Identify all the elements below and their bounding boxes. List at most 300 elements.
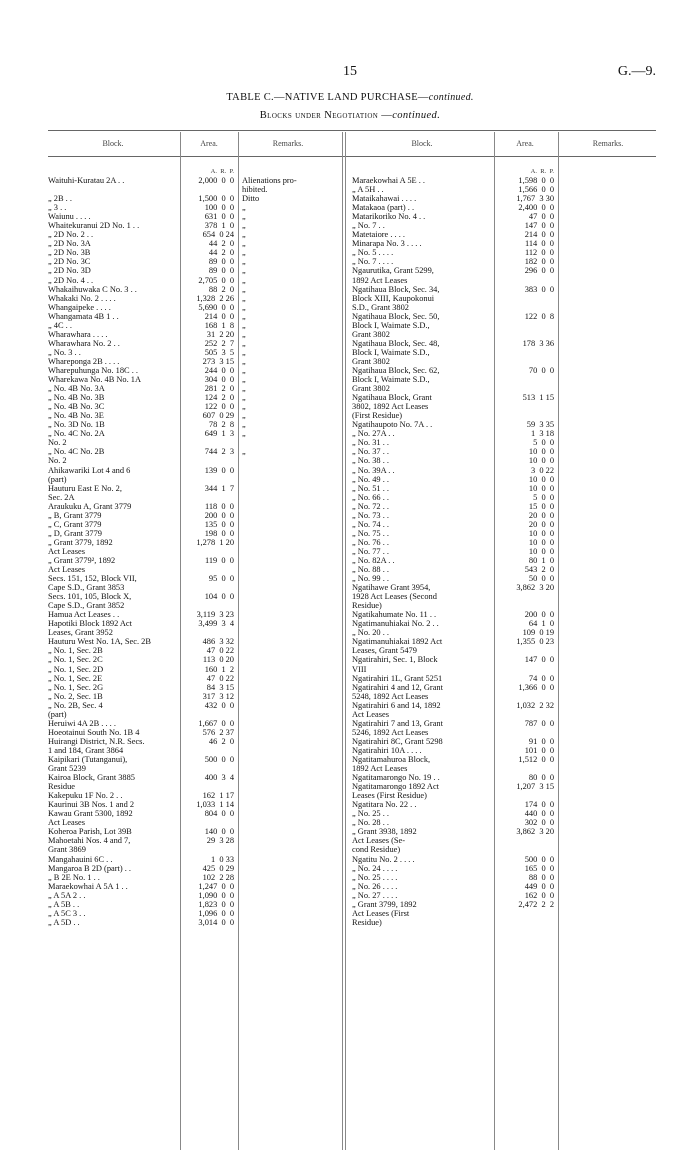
table-row xyxy=(48,212,332,221)
area-cell: 1,032 2 32 xyxy=(516,700,554,710)
remarks-cell: „ xyxy=(242,221,246,231)
block-cell: Act Leases (First xyxy=(352,908,410,918)
block-cell: Koheroa Parish, Lot 39B xyxy=(48,827,132,837)
area-cell: 576 2 37 xyxy=(202,727,234,737)
block-cell: Ngatirahiri 10A . . . . xyxy=(352,745,422,755)
area-cell: 1,500 0 0 xyxy=(198,194,234,204)
block-cell: Grant 3802 xyxy=(352,384,390,394)
area-cell: 44 2 0 xyxy=(208,239,234,249)
table-row xyxy=(48,683,332,692)
table-row xyxy=(48,420,332,429)
table-row xyxy=(48,864,332,873)
block-cell: Ngatihaupoto No. 7A . . xyxy=(352,420,433,430)
block-cell: Act Leases xyxy=(48,565,85,575)
block-cell: Whangaipeke . . . . xyxy=(48,302,111,312)
table-row xyxy=(352,764,554,773)
remarks-cell: „ xyxy=(242,447,246,457)
area-cell: 344 1 7 xyxy=(204,483,234,493)
table-row xyxy=(48,493,332,502)
right-remarks-header: Remarks. xyxy=(592,139,624,148)
area-cell: 252 2 7 xyxy=(204,338,234,348)
block-cell: VIII xyxy=(352,664,367,674)
table-row xyxy=(352,493,554,502)
block-cell: Ngatirahiri 6 and 14, 1892 xyxy=(352,700,441,710)
block-cell: Hauturu West No. 1A, Sec. 2B xyxy=(48,637,151,647)
table-row xyxy=(48,221,332,230)
block-cell: „ No. 1, Sec. 2D xyxy=(48,664,104,674)
block-cell: „ No. 99 . . xyxy=(352,574,389,584)
area-cell: 273 3 15 xyxy=(202,356,234,366)
area-cell: 88 0 0 xyxy=(528,872,554,882)
area-cell: 3 0 22 xyxy=(530,465,554,475)
table-row xyxy=(48,502,332,511)
block-cell: „ 2B . . xyxy=(48,194,72,204)
page-number: 15 xyxy=(343,64,357,79)
right-area-header: Area. xyxy=(516,139,534,148)
area-cell: 1,767 3 30 xyxy=(516,194,554,204)
block-cell: „ No. 31 . . xyxy=(352,438,389,448)
table-row xyxy=(48,402,332,411)
area-cell: 91 0 0 xyxy=(528,736,554,746)
table-row xyxy=(352,683,554,692)
area-cell: 89 0 0 xyxy=(208,257,234,267)
table-row xyxy=(352,285,554,294)
table-row xyxy=(48,411,332,420)
block-cell: Ngatirahiri 8C, Grant 5298 xyxy=(352,736,443,746)
table-row xyxy=(352,556,554,565)
table-row xyxy=(48,393,332,402)
area-cell: 2,000 0 0 xyxy=(198,176,234,185)
table-row xyxy=(352,665,554,674)
table-row xyxy=(48,248,332,257)
table-row xyxy=(352,782,554,791)
table-row xyxy=(48,438,332,447)
table-row xyxy=(352,891,554,900)
table-row xyxy=(352,429,554,438)
area-cell: 182 0 0 xyxy=(524,257,554,267)
block-cell: 1928 Act Leases (Second xyxy=(352,592,437,602)
area-cell: 15 0 0 xyxy=(528,501,554,511)
block-cell: Grant 5239 xyxy=(48,764,86,774)
remarks-cell: „ xyxy=(242,347,246,357)
block-cell: (First Residue) xyxy=(352,411,403,421)
block-cell: „ 2D No. 3C xyxy=(48,257,91,267)
block-cell: Ngatitara No. 22 . . xyxy=(352,800,417,810)
table-row xyxy=(352,194,554,203)
table-row xyxy=(352,864,554,873)
table-row xyxy=(352,221,554,230)
remarks-cell: hibited. xyxy=(242,185,268,195)
area-cell: 214 0 0 xyxy=(524,230,554,240)
block-cell: Hapotiki Block 1892 Act xyxy=(48,619,132,629)
table-row xyxy=(352,321,554,330)
block-cell: Araukuku A, Grant 3779 xyxy=(48,501,132,511)
page-reference: G.—9. xyxy=(617,64,656,79)
area-cell: 10 0 0 xyxy=(528,474,554,484)
block-cell: Whakaihuwaka C No. 3 . . xyxy=(48,284,137,294)
left-area-header: Area. xyxy=(200,139,218,148)
block-cell: „ 4C . . xyxy=(48,320,72,330)
table-row xyxy=(48,583,332,592)
table-row xyxy=(352,420,554,429)
table-row xyxy=(48,909,332,918)
area-cell: 1,823 0 0 xyxy=(198,899,234,909)
table-subtitle xyxy=(0,110,700,121)
remarks-cell: „ xyxy=(242,402,246,412)
block-cell: Leases, Grant 5479 xyxy=(352,646,417,656)
block-cell: „ No. 1, Sec. 2E xyxy=(48,673,103,683)
table-row xyxy=(352,511,554,520)
table-row xyxy=(48,619,332,628)
area-cell: 804 0 0 xyxy=(204,809,234,819)
remarks-cell: „ xyxy=(242,275,246,285)
area-cell: 500 0 0 xyxy=(524,854,554,864)
left-column xyxy=(48,167,332,927)
block-cell: Kaurinui 3B Nos. 1 and 2 xyxy=(48,800,135,810)
block-cell: „ No. 74 . . xyxy=(352,519,389,529)
table-row xyxy=(352,791,554,800)
table-row xyxy=(48,601,332,610)
area-cell: 1,566 0 0 xyxy=(518,185,554,195)
area-cell: 124 2 0 xyxy=(204,393,234,403)
block-cell: „ No. 76 . . xyxy=(352,537,389,547)
block-cell: cond Residue) xyxy=(352,845,401,855)
table-row xyxy=(48,692,332,701)
area-cell: 1,278 1 20 xyxy=(196,537,234,547)
table-row xyxy=(352,601,554,610)
table-row xyxy=(352,266,554,275)
table-row xyxy=(352,674,554,683)
block-cell: (part) xyxy=(48,474,67,484)
table-row xyxy=(352,737,554,746)
remarks-cell: „ xyxy=(242,248,246,258)
area-cell: 607 0 29 xyxy=(202,411,234,421)
table-row xyxy=(48,918,332,927)
block-cell: „ No. 88 . . xyxy=(352,565,389,575)
block-cell: „ Grant 3938, 1892 xyxy=(352,827,417,837)
table-row xyxy=(48,809,332,818)
block-cell: „ No. 28 . . xyxy=(352,818,389,828)
table-row xyxy=(352,873,554,882)
table-row xyxy=(352,646,554,655)
block-cell: Ngatitu No. 2 . . . . xyxy=(352,854,415,864)
table-row xyxy=(48,773,332,782)
block-cell: Ngatihaua Block, Sec. 48, xyxy=(352,338,440,348)
block-cell: „ A 5H . . xyxy=(352,185,384,195)
block-cell: „ A 5B . . xyxy=(48,899,80,909)
block-cell: Ngatirahiri, Sec. 1, Block xyxy=(352,655,438,665)
table-row xyxy=(48,384,332,393)
remarks-cell: „ xyxy=(242,338,246,348)
block-cell: Ngatihaua Block, Grant xyxy=(352,393,432,403)
area-cell: 1,512 0 0 xyxy=(518,755,554,764)
table-row xyxy=(352,212,554,221)
table-row xyxy=(352,248,554,257)
block-cell: Act Leases xyxy=(352,709,389,719)
table-row xyxy=(48,827,332,836)
block-cell: „ No. 7 . . xyxy=(352,221,385,231)
table-row xyxy=(352,900,554,909)
area-cell: 31 2 20 xyxy=(206,329,234,339)
table-row xyxy=(352,909,554,918)
area-cell: 140 0 0 xyxy=(204,827,234,837)
area-cell: 10 0 0 xyxy=(528,483,554,493)
remarks-cell: „ xyxy=(242,384,246,394)
area-cell: 5,690 0 0 xyxy=(198,302,234,312)
block-cell: „ No. 82A . . xyxy=(352,555,395,565)
area-cell: 2,705 0 0 xyxy=(198,275,234,285)
area-cell: 1,207 3 15 xyxy=(516,782,554,792)
area-cell: 200 0 0 xyxy=(204,510,234,520)
block-cell: 1892 Act Leases xyxy=(352,275,408,285)
block-cell: Ngatirahiri 7 and 13, Grant xyxy=(352,718,443,728)
area-cell: 109 0 19 xyxy=(522,628,554,638)
header-rule-bottom xyxy=(48,156,656,157)
table-row xyxy=(48,845,332,854)
table-row xyxy=(48,674,332,683)
block-cell: „ B, Grant 3779 xyxy=(48,510,102,520)
block-cell: „ No. 75 . . xyxy=(352,528,389,538)
area-cell: 165 0 0 xyxy=(524,863,554,873)
block-cell: „ No. 49 . . xyxy=(352,474,389,484)
block-cell: Block I, Waimate S.D., xyxy=(352,347,430,357)
area-cell: 89 0 0 xyxy=(208,266,234,276)
block-cell: „ No. 7 . . . . xyxy=(352,257,394,267)
area-cell: 787 0 0 xyxy=(524,718,554,728)
block-cell: Maraekowhai A 5E . . xyxy=(352,176,426,185)
area-cell: 100 0 0 xyxy=(204,203,234,213)
block-cell: „ No. 77 . . xyxy=(352,546,389,556)
area-cell: 29 3 28 xyxy=(206,836,234,846)
table-row xyxy=(48,239,332,248)
table-row xyxy=(48,719,332,728)
table-row xyxy=(48,230,332,239)
area-cell: 2,472 2 2 xyxy=(518,899,554,909)
block-cell: „ No. 4B No. 3E xyxy=(48,411,104,421)
table-row xyxy=(352,348,554,357)
block-cell: No. 2 xyxy=(48,438,67,448)
area-cell: 317 3 12 xyxy=(202,691,234,701)
block-cell: S.D., Grant 3802 xyxy=(352,302,409,312)
block-cell: Heruiwi 4A 2B . . . . xyxy=(48,718,116,728)
area-cell: 147 0 0 xyxy=(524,655,554,665)
table-row xyxy=(352,276,554,285)
table-row xyxy=(352,538,554,547)
block-cell: Residue) xyxy=(352,917,382,927)
block-cell: Matakaoa (part) . . xyxy=(352,203,415,213)
left-remarks-header: Remarks. xyxy=(272,139,304,148)
block-cell: „ Grant 3779, 1892 xyxy=(48,537,113,547)
table-row xyxy=(352,719,554,728)
remarks-cell: „ xyxy=(242,257,246,267)
area-cell: 3,862 3 20 xyxy=(516,827,554,837)
table-row xyxy=(352,565,554,574)
area-cell: 425 0 29 xyxy=(202,863,234,873)
header-rule-top xyxy=(48,130,656,131)
block-cell: Cape S.D., Grant 3853 xyxy=(48,583,125,593)
area-cell: 649 1 3 xyxy=(204,429,234,439)
block-cell: Wharawhara No. 2 . . xyxy=(48,338,120,348)
table-row xyxy=(352,203,554,212)
table-row xyxy=(48,891,332,900)
table-row xyxy=(48,574,332,583)
block-cell: Ngatimanuhiakai No. 2 . . xyxy=(352,619,439,629)
area-cell: 88 2 0 xyxy=(208,284,234,294)
block-cell: 5246, 1892 Act Leases xyxy=(352,727,429,737)
area-cell: 80 0 0 xyxy=(528,773,554,783)
block-cell: Ngatihaua Block, Sec. 34, xyxy=(352,284,440,294)
area-cell: 10 0 0 xyxy=(528,528,554,538)
block-cell: Minarapa No. 3 . . . . xyxy=(352,239,422,249)
block-cell: Whangamata 4B 1 . . xyxy=(48,311,119,321)
table-row xyxy=(48,375,332,384)
table-row xyxy=(352,655,554,664)
table-row xyxy=(352,438,554,447)
area-cell: 95 0 0 xyxy=(208,574,234,584)
area-cell: 80 1 0 xyxy=(528,555,554,565)
block-cell: „ No. 27 . . . . xyxy=(352,890,398,900)
table-row xyxy=(352,827,554,836)
area-cell: 59 3 35 xyxy=(526,420,554,430)
table-title-continued: continued. xyxy=(428,92,474,103)
table-row xyxy=(352,185,554,194)
remarks-cell: „ xyxy=(242,429,246,439)
area-cell: 102 2 28 xyxy=(202,872,234,882)
block-cell: 1 and 184, Grant 3864 xyxy=(48,745,124,755)
table-row xyxy=(352,366,554,375)
block-cell: Ngatitamahuroa Block, xyxy=(352,755,431,764)
area-cell: 1 0 33 xyxy=(210,854,234,864)
remarks-cell: „ xyxy=(242,212,246,222)
table-row xyxy=(48,294,332,303)
table-row xyxy=(352,402,554,411)
table-row xyxy=(48,655,332,664)
area-cell: 1,096 0 0 xyxy=(198,908,234,918)
block-cell: „ No. 39A . . xyxy=(352,465,395,475)
table-row xyxy=(352,294,554,303)
area-cell: 160 1 2 xyxy=(204,664,234,674)
block-cell: „ A 5D . . xyxy=(48,917,80,927)
table-row xyxy=(352,574,554,583)
area-cell: 513 1 15 xyxy=(522,393,554,403)
area-cell: 214 0 0 xyxy=(204,311,234,321)
block-cell: Whakaki No. 2 . . . . xyxy=(48,293,116,303)
remarks-cell: „ xyxy=(242,266,246,276)
block-cell: „ No. 25 . . . . xyxy=(352,872,398,882)
block-cell: Sec. 2A xyxy=(48,492,75,502)
remarks-cell: „ xyxy=(242,302,246,312)
area-cell: 244 0 0 xyxy=(204,365,234,375)
table-row xyxy=(48,737,332,746)
table-row xyxy=(352,836,554,845)
table-row xyxy=(352,746,554,755)
block-cell: „ No. 26 . . . . xyxy=(352,881,398,891)
block-cell: „ 2D No. 3A xyxy=(48,239,91,249)
area-cell: 162 1 17 xyxy=(202,791,234,801)
table-subtitle-continued: continued. xyxy=(392,110,441,121)
table-row xyxy=(352,339,554,348)
block-cell: Leases, Grant 3952 xyxy=(48,628,113,638)
table-row xyxy=(48,882,332,891)
area-cell: 296 0 0 xyxy=(524,266,554,276)
remarks-cell: „ xyxy=(242,293,246,303)
remarks-cell: „ xyxy=(242,411,246,421)
block-cell: Act Leases (Se- xyxy=(352,836,406,846)
table-row xyxy=(48,873,332,882)
table-row xyxy=(352,312,554,321)
remarks-cell: „ xyxy=(242,393,246,403)
block-cell: Waiunu . . . . xyxy=(48,212,91,222)
block-cell: No. 2 xyxy=(48,456,67,466)
block-cell: Ngatihawe Grant 3954, xyxy=(352,583,431,593)
block-cell: „ No. 38 . . xyxy=(352,456,389,466)
area-cell: 5 0 0 xyxy=(533,438,554,448)
area-cell: 114 0 0 xyxy=(524,239,554,249)
block-cell: „ A 5C 3 . . xyxy=(48,908,86,918)
area-cell: 198 0 0 xyxy=(204,528,234,538)
table-row xyxy=(352,855,554,864)
table-row xyxy=(352,393,554,402)
remarks-cell: „ xyxy=(242,320,246,330)
block-cell: „ No. 4B No. 3B xyxy=(48,393,105,403)
block-cell: Ngatimanuhiakai 1892 Act xyxy=(352,637,443,647)
block-cell: Mangaroa B 2D (part) . . xyxy=(48,863,132,873)
remarks-cell: Alienations pro- xyxy=(242,176,297,185)
remarks-cell: Ditto xyxy=(242,194,260,204)
table-row xyxy=(48,520,332,529)
table-row xyxy=(48,312,332,321)
right-block-header: Block. xyxy=(411,139,433,148)
block-cell: Block XIII, Kaupokonui xyxy=(352,293,435,303)
table-row xyxy=(352,637,554,646)
area-cell: 50 0 0 xyxy=(528,574,554,584)
remarks-cell: „ xyxy=(242,311,246,321)
area-cell: 47 0 22 xyxy=(206,673,234,683)
block-cell: „ B 2E No. 1 . . xyxy=(48,872,100,882)
area-cell: 2,400 0 0 xyxy=(518,203,554,213)
area-cell: 302 0 0 xyxy=(524,818,554,828)
block-cell: Secs. 151, 152, Block VII, xyxy=(48,574,137,584)
area-cell: 119 0 0 xyxy=(204,555,234,565)
table-row xyxy=(48,610,332,619)
area-cell: 1,667 0 0 xyxy=(198,718,234,728)
block-cell: „ A 5A 2 . . xyxy=(48,890,86,900)
area-cell: 112 0 0 xyxy=(524,248,554,258)
block-cell: Hamua Act Leases . . xyxy=(48,610,120,620)
table-row xyxy=(352,475,554,484)
area-cell: 631 0 0 xyxy=(204,212,234,222)
area-cell: 10 0 0 xyxy=(528,456,554,466)
block-cell: „ No. 27A . . xyxy=(352,429,395,439)
block-cell: „ No. 72 . . xyxy=(352,501,389,511)
block-cell: „ 3 . . xyxy=(48,203,67,213)
table-row xyxy=(352,502,554,511)
area-cell: 10 0 0 xyxy=(528,447,554,457)
table-row xyxy=(48,755,332,764)
table-row xyxy=(48,728,332,737)
block-cell: Ngatirahiri 1L, Grant 5251 xyxy=(352,673,443,683)
table-row xyxy=(352,484,554,493)
table-row xyxy=(352,809,554,818)
table-row xyxy=(48,628,332,637)
area-cell: 64 1 0 xyxy=(528,619,554,629)
table-row xyxy=(352,230,554,239)
table-row xyxy=(352,447,554,456)
table-title-main: TABLE C.—NATIVE LAND PURCHASE— xyxy=(226,92,429,103)
remarks-cell: „ xyxy=(242,239,246,249)
table-row xyxy=(352,592,554,601)
block-cell: Ngaurutika, Grant 5299, xyxy=(352,266,434,276)
